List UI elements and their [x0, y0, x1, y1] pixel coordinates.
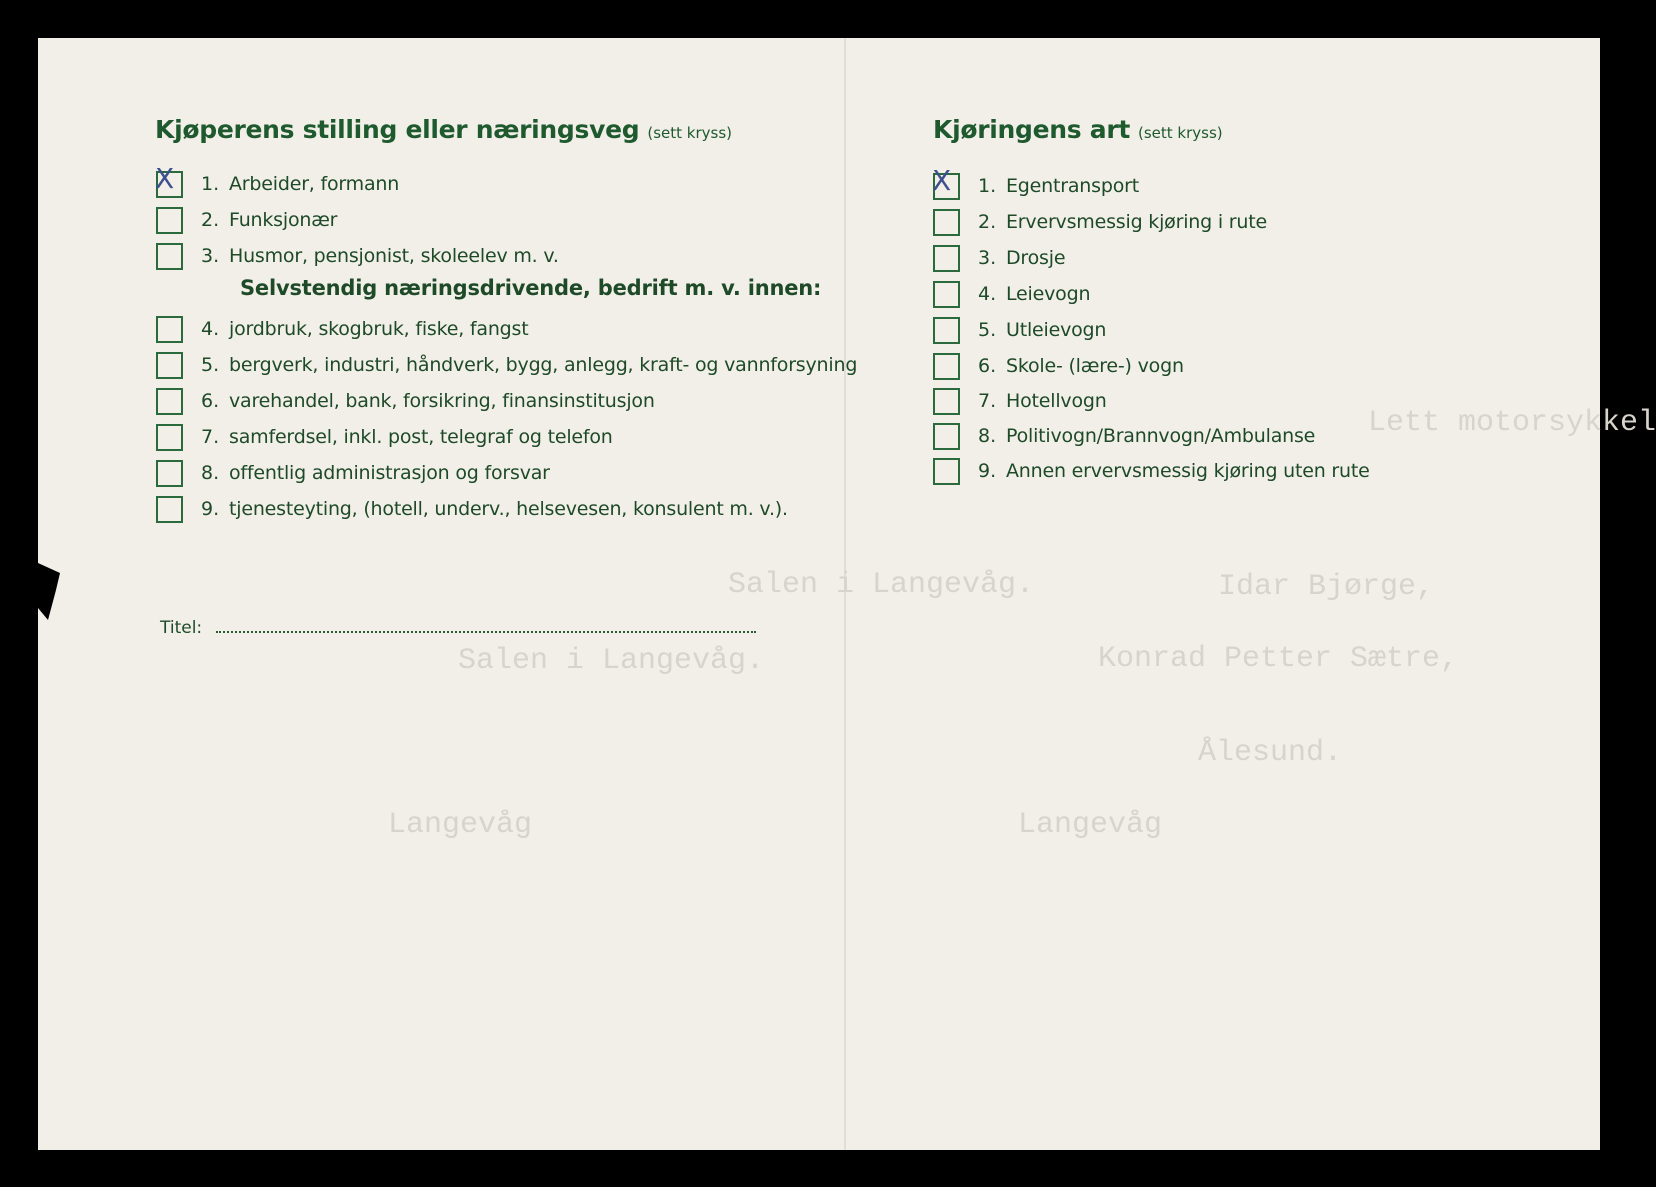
driving-option-5[interactable] [933, 314, 1106, 346]
option-label: Hotellvogn [1006, 390, 1107, 412]
occupation-option-1[interactable] [155, 161, 400, 200]
heading-title: Kjøperens stilling eller næringsveg [155, 115, 640, 144]
checkbox[interactable] [933, 281, 960, 308]
occupation-option-7[interactable] [156, 421, 613, 453]
option-number: 6. [201, 390, 220, 412]
checkbox[interactable] [156, 496, 183, 523]
option-number: 9. [201, 498, 220, 520]
driving-option-9[interactable] [933, 455, 1370, 487]
option-number: 8. [978, 425, 997, 447]
heading-note: (sett kryss) [1138, 124, 1223, 142]
option-label: Utleievogn [1006, 319, 1107, 341]
bleed-through-text: Salen i Langevåg. [458, 644, 765, 678]
checkbox[interactable] [933, 209, 960, 236]
checkbox[interactable] [933, 245, 960, 272]
checkbox[interactable] [156, 424, 183, 451]
occupation-option-9[interactable] [156, 493, 788, 525]
option-number: 1. [978, 175, 997, 197]
bleed-through-text: Idar Bjørge, [1218, 570, 1435, 604]
option-number: 9. [978, 460, 997, 482]
occupation-option-2[interactable] [156, 204, 337, 236]
checkbox[interactable] [156, 352, 183, 379]
option-label: Skole- (lære-) vogn [1006, 355, 1184, 377]
option-label: Arbeider, formann [229, 173, 400, 195]
option-number: 4. [201, 318, 220, 340]
occupation-option-8[interactable] [156, 457, 550, 489]
check-mark-icon: X [932, 163, 952, 197]
option-label: varehandel, bank, forsikring, finansinstitusjon [229, 390, 655, 412]
driving-option-1[interactable] [932, 163, 1139, 202]
option-number: 5. [201, 354, 220, 376]
form-paper [38, 38, 1656, 1150]
option-number: 3. [201, 245, 220, 267]
title-field-input-line[interactable] [216, 631, 756, 633]
option-label: bergverk, industri, håndverk, bygg, anlegg, kraft- og vannforsyning [229, 354, 858, 376]
bleed-through-text: Lett motorsykkel [1368, 406, 1656, 440]
option-label: samferdsel, inkl. post, telegraf og telefon [229, 426, 613, 448]
occupation-option-6[interactable] [156, 385, 655, 417]
driving-option-7[interactable] [933, 385, 1107, 417]
checkbox[interactable] [155, 161, 183, 198]
option-label: Annen ervervsmessig kjøring uten rute [1006, 460, 1370, 482]
option-number: 5. [978, 319, 997, 341]
option-number: 8. [201, 462, 220, 484]
checkbox[interactable] [156, 243, 183, 270]
self-employed-subheading: Selvstendig næringsdrivende, bedrift m. v. innen: [240, 276, 822, 300]
title-field-label: Titel: [160, 618, 203, 638]
occupation-option-3[interactable] [156, 240, 559, 272]
option-label: tjenesteyting, (hotell, underv., helsevesen, konsulent m. v.). [229, 498, 788, 520]
heading-note: (sett kryss) [647, 124, 732, 142]
bleed-through-text: Ålesund. [1198, 736, 1343, 770]
driving-option-6[interactable] [933, 350, 1184, 382]
option-label: Drosje [1006, 247, 1066, 269]
check-mark-icon: X [155, 161, 175, 195]
option-number: 2. [201, 209, 220, 231]
option-number: 7. [201, 426, 220, 448]
option-label: Egentransport [1006, 175, 1139, 197]
option-label: Funksjonær [229, 209, 338, 231]
option-label: Ervervsmessig kjøring i rute [1006, 211, 1267, 233]
checkbox[interactable] [932, 163, 960, 200]
checkbox[interactable] [933, 353, 960, 380]
bleed-through-text: Salen i Langevåg. [728, 568, 1035, 602]
driving-option-4[interactable] [933, 278, 1090, 310]
option-number: 7. [978, 390, 997, 412]
option-label: offentlig administrasjon og forsvar [229, 462, 550, 484]
option-number: 6. [978, 355, 997, 377]
option-label: Leievogn [1006, 283, 1091, 305]
option-number: 1. [201, 173, 220, 195]
checkbox[interactable] [156, 207, 183, 234]
checkbox[interactable] [933, 317, 960, 344]
checkbox[interactable] [156, 316, 183, 343]
bleed-through-text: Konrad Petter Sætre, [1098, 642, 1459, 676]
driving-option-2[interactable] [933, 206, 1267, 238]
paper-tear-icon [38, 558, 78, 628]
option-label: jordbruk, skogbruk, fiske, fangst [229, 318, 529, 340]
option-number: 2. [978, 211, 997, 233]
option-label: Husmor, pensjonist, skoleelev m. v. [229, 245, 559, 267]
driving-option-8[interactable] [933, 420, 1315, 452]
option-label: Politivogn/Brannvogn/Ambulanse [1006, 425, 1316, 447]
bleed-through-text: Langevåg [1018, 808, 1163, 842]
option-number: 3. [978, 247, 997, 269]
buyer-occupation-heading [155, 115, 732, 144]
checkbox[interactable] [933, 423, 960, 450]
option-number: 4. [978, 283, 997, 305]
occupation-option-4[interactable] [156, 313, 529, 345]
checkbox[interactable] [933, 458, 960, 485]
driving-option-3[interactable] [933, 242, 1065, 274]
checkbox[interactable] [933, 388, 960, 415]
heading-title: Kjøringens art [933, 115, 1130, 144]
checkbox[interactable] [156, 388, 183, 415]
checkbox[interactable] [156, 460, 183, 487]
bleed-through-text: Langevåg [388, 808, 533, 842]
driving-type-heading [933, 115, 1223, 144]
occupation-option-5[interactable] [156, 349, 857, 381]
